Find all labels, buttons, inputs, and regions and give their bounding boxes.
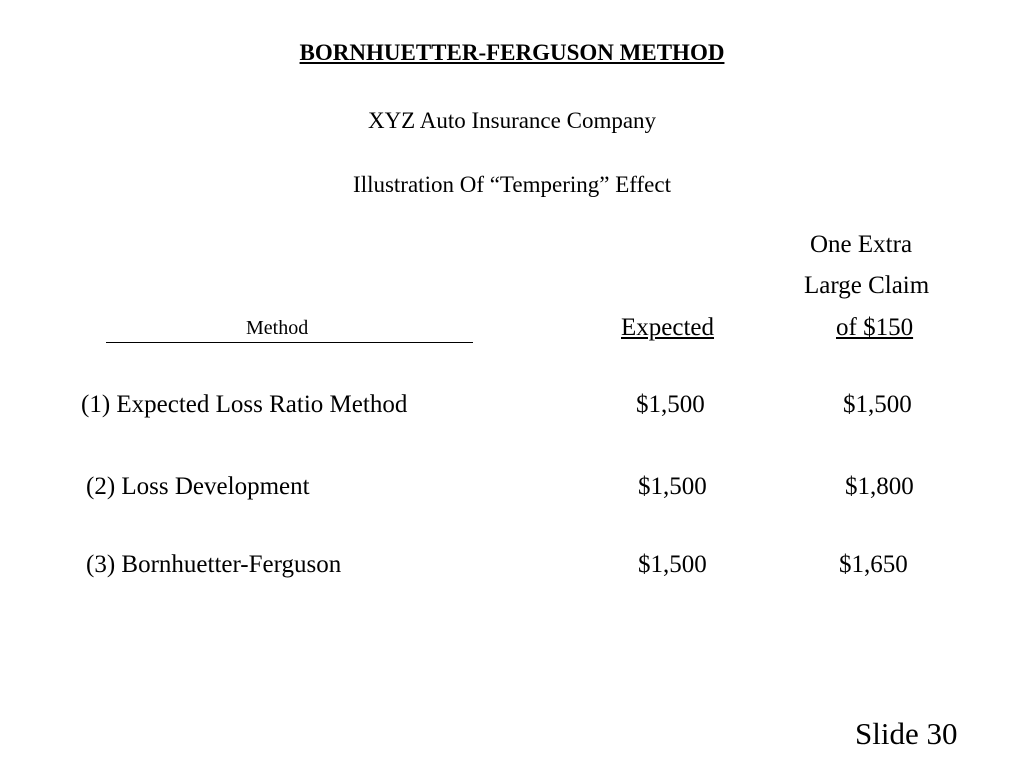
row-2-method: (2) Loss Development <box>86 473 310 500</box>
slide-title: BORNHUETTER-FERGUSON METHOD <box>299 40 725 65</box>
row-1-method: (1) Expected Loss Ratio Method <box>81 391 408 418</box>
slide-number: Slide 30 <box>855 716 958 751</box>
row-2-extra-claim: $1,800 <box>845 473 914 500</box>
method-header <box>106 316 473 343</box>
row-3-expected: $1,500 <box>638 551 707 578</box>
method-header-label: Method <box>246 317 309 339</box>
row-3-extra-claim: $1,650 <box>839 551 908 578</box>
row-1-expected: $1,500 <box>636 391 705 418</box>
row-2-expected: $1,500 <box>638 473 707 500</box>
row-3-method: (3) Bornhuetter-Ferguson <box>86 551 342 578</box>
expected-header: Expected <box>621 314 715 341</box>
extra-claim-header-line1: One Extra <box>810 231 913 258</box>
illustration-caption: Illustration Of “Tempering” Effect <box>353 172 671 197</box>
row-1-extra-claim: $1,500 <box>843 391 912 418</box>
extra-claim-header-line2: Large Claim <box>804 272 930 299</box>
company-name: XYZ Auto Insurance Company <box>367 108 657 133</box>
extra-claim-header-line3: of $150 <box>836 314 914 341</box>
